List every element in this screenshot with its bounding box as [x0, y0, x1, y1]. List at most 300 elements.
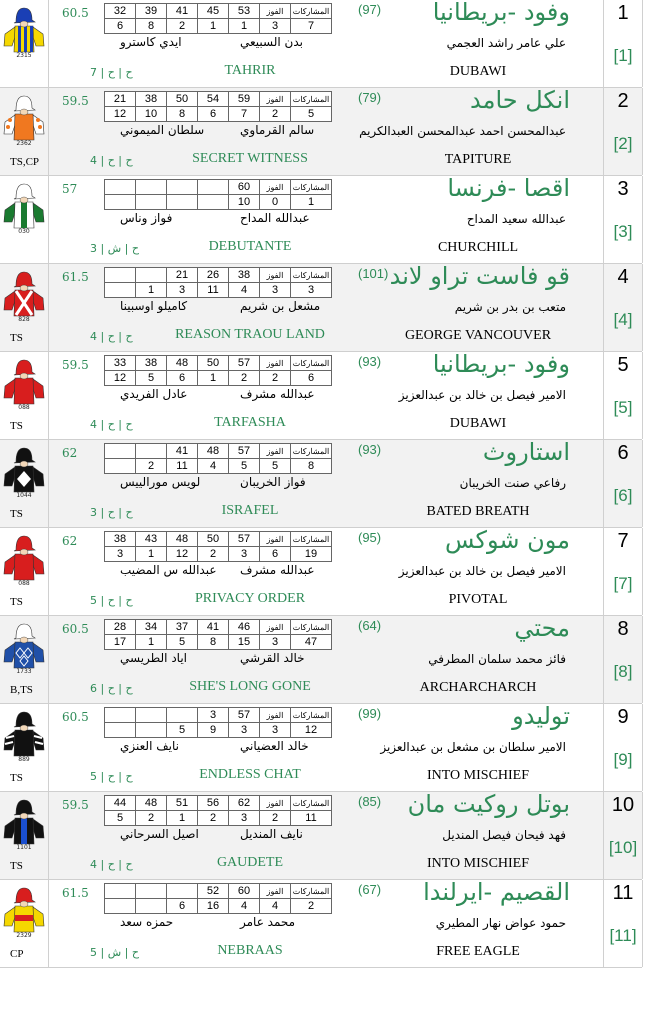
place-cell: 3	[229, 547, 260, 562]
owner-name[interactable]: عبدالله سعيد المداح	[466, 212, 566, 226]
weight: 59.5	[62, 798, 89, 812]
rating-cell: 41	[198, 620, 229, 635]
runs-header: المشاركات	[291, 532, 332, 547]
horse-name[interactable]: بوتل روكيت مان	[407, 790, 570, 818]
horse-rating: (93)	[358, 442, 382, 457]
sire-name: PIVOTAL	[448, 592, 508, 607]
divider	[642, 704, 643, 791]
runs-count: 6	[291, 371, 332, 386]
silk-number: 889	[18, 756, 30, 763]
horse-name[interactable]: القصيم -ايرلندا	[423, 878, 570, 906]
performance-table	[104, 531, 332, 562]
runs-count: 2	[291, 899, 332, 914]
sire-name: INTO MISCHIEF	[426, 768, 530, 783]
divider	[48, 440, 49, 527]
runner-number: 11	[612, 882, 634, 904]
owner-name[interactable]: فائز محمد سلمان المطرفي	[428, 652, 566, 666]
wins-header: الفوز	[260, 444, 291, 459]
runner-row	[0, 616, 642, 704]
runner-row	[0, 440, 642, 528]
rating-cell: 38	[105, 532, 136, 547]
place-cell: 6	[167, 371, 198, 386]
runner-row	[0, 352, 642, 440]
divider	[48, 264, 49, 351]
place-cell: 3	[105, 547, 136, 562]
owner-name[interactable]: علي عامر راشد العجمي	[446, 36, 566, 50]
silk-number: 088	[18, 404, 30, 411]
trainer-name[interactable]: نايف العنزي	[120, 739, 179, 753]
place-cell: 2	[167, 19, 198, 34]
dam-name: ISRAFEL	[221, 503, 279, 518]
trainer-name[interactable]: كاميلو اوسبينا	[120, 299, 188, 313]
place-cell: 1	[167, 811, 198, 826]
draw-number: [8]	[613, 662, 633, 681]
rating-cell: 48	[198, 444, 229, 459]
rating-cell: 48	[136, 796, 167, 811]
rating-cell	[136, 444, 167, 459]
rating-cell	[136, 884, 167, 899]
rating-cell: 37	[167, 620, 198, 635]
divider	[48, 880, 49, 967]
rating-cell: 50	[198, 532, 229, 547]
wins-count: 3	[260, 723, 291, 738]
trainer-name[interactable]: فواز وناس	[120, 211, 173, 225]
runner-row	[0, 176, 642, 264]
horse-rating: (67)	[358, 882, 382, 897]
trainer-name[interactable]: عبدالله س المضيب	[120, 563, 217, 577]
rating-cell: 32	[105, 4, 136, 19]
horse-name[interactable]: اقصا -فرنسا	[447, 174, 570, 202]
divider	[48, 704, 49, 791]
place-cell: 8	[198, 635, 229, 650]
performance-table	[104, 179, 332, 210]
place-cell	[136, 723, 167, 738]
rating-cell: 33	[105, 356, 136, 371]
place-cell	[136, 899, 167, 914]
wins-count: 6	[260, 547, 291, 562]
dam-name: ENDLESS CHAT	[199, 767, 301, 782]
runner-row	[0, 88, 642, 176]
place-cell: 4	[229, 899, 260, 914]
dam-name: TARFASHA	[214, 415, 286, 430]
runner-number: 2	[617, 90, 629, 112]
runner-number: 4	[617, 266, 629, 288]
rating-cell: 44	[105, 796, 136, 811]
runs-count: 7	[291, 19, 332, 34]
place-cell: 4	[229, 283, 260, 298]
place-cell: 10	[136, 107, 167, 122]
rating-cell: 3	[198, 708, 229, 723]
sire-name: ARCHARCHARCH	[419, 680, 537, 695]
wins-count: 2	[260, 371, 291, 386]
weight: 61.5	[62, 270, 89, 284]
place-cell: 17	[105, 635, 136, 650]
horse-rating: (79)	[358, 90, 382, 105]
owner-name[interactable]: الامير سلطان بن مشعل بن عبدالعزيز	[380, 740, 566, 754]
rating-cell	[105, 268, 136, 283]
place-cell: 2	[136, 811, 167, 826]
place-cell: 15	[229, 635, 260, 650]
dam-name: REASON TRAOU LAND	[175, 327, 325, 342]
place-cell: 6	[198, 107, 229, 122]
divider	[642, 0, 643, 87]
divider	[48, 88, 49, 175]
weight: 57	[62, 182, 78, 196]
sire-name: CHURCHILL	[437, 240, 519, 255]
silk-number: 1044	[16, 492, 32, 499]
trainer-name[interactable]: سلطان الميموني	[120, 123, 205, 137]
horse-name[interactable]: قو فاست تراو لاند	[389, 262, 570, 290]
runner-number: 8	[617, 618, 629, 640]
divider	[642, 792, 643, 879]
draw-number: [10]	[608, 838, 638, 857]
divider	[48, 0, 49, 87]
place-cell	[105, 283, 136, 298]
performance-table	[104, 795, 332, 826]
dam-name: PRIVACY ORDER	[194, 591, 306, 606]
rating-cell: 62	[229, 796, 260, 811]
runner-row	[0, 792, 642, 880]
divider	[48, 792, 49, 879]
divider	[48, 528, 49, 615]
divider	[48, 352, 49, 439]
place-cell: 1	[198, 19, 229, 34]
equipment-code: TS	[10, 772, 23, 784]
place-cell: 12	[105, 107, 136, 122]
place-cell: 1	[136, 635, 167, 650]
sex-age-flags: ح | ش | 3	[90, 242, 139, 255]
sire-name: DUBAWI	[449, 64, 507, 79]
place-cell: 2	[136, 459, 167, 474]
dam-name: DEBUTANTE	[208, 239, 292, 254]
wins-header: الفوز	[260, 532, 291, 547]
weight: 60.5	[62, 6, 89, 20]
rating-cell: 51	[167, 796, 198, 811]
rating-cell: 60	[229, 884, 260, 899]
wins-count: 2	[260, 811, 291, 826]
wins-header: الفوز	[260, 180, 291, 195]
horse-name[interactable]: استاروث	[482, 438, 570, 466]
wins-count: 2	[260, 107, 291, 122]
rating-cell	[167, 884, 198, 899]
wins-header: الفوز	[260, 356, 291, 371]
dam-name: TAHRIR	[224, 63, 276, 78]
draw-number: [3]	[613, 222, 633, 241]
performance-table	[104, 91, 332, 122]
sex-age-flags: ح | ح | 5	[90, 770, 133, 783]
owner-name[interactable]: عبدالمحسن احمد عبدالمحسن العبدالكريم	[359, 124, 566, 138]
rating-cell: 43	[136, 532, 167, 547]
runner-row	[0, 880, 642, 968]
runner-row	[0, 528, 642, 616]
rating-cell: 57	[229, 356, 260, 371]
jockey-name[interactable]: سالم القرماوي	[240, 123, 315, 137]
weight: 61.5	[62, 886, 89, 900]
place-cell: 5	[105, 811, 136, 826]
rating-cell: 46	[229, 620, 260, 635]
sex-age-flags: ح | ح | 3	[90, 506, 133, 519]
place-cell: 3	[167, 283, 198, 298]
runner-number: 7	[617, 530, 629, 552]
place-cell: 1	[229, 19, 260, 34]
runs-count: 12	[291, 723, 332, 738]
runner-row	[0, 0, 642, 88]
place-cell	[105, 723, 136, 738]
wins-header: الفوز	[260, 268, 291, 283]
sire-name: FREE EAGLE	[436, 944, 520, 959]
runs-count: 1	[291, 195, 332, 210]
rating-cell	[136, 180, 167, 195]
horse-name[interactable]: انكل حامد	[469, 86, 570, 114]
sex-age-flags: ح | ح | 5	[90, 594, 133, 607]
place-cell: 3	[229, 723, 260, 738]
rating-cell: 60	[229, 180, 260, 195]
runs-count: 47	[291, 635, 332, 650]
place-cell: 5	[167, 723, 198, 738]
horse-name[interactable]: وفود -بريطانيا	[432, 350, 570, 378]
draw-number: [4]	[613, 310, 633, 329]
place-cell: 1	[136, 547, 167, 562]
place-cell: 4	[198, 459, 229, 474]
rating-cell	[167, 180, 198, 195]
jockey-name[interactable]: خالد القرشي	[240, 651, 305, 665]
rating-cell: 45	[198, 4, 229, 19]
sex-age-flags: ح | ح | 4	[90, 858, 133, 871]
jockey-name[interactable]: عبدالله مشرف	[240, 387, 315, 401]
silk-number: 2362	[16, 140, 32, 147]
place-cell: 5	[229, 459, 260, 474]
rating-cell: 38	[136, 356, 167, 371]
owner-name[interactable]: رفاعي صنت الخريبان	[459, 476, 566, 490]
performance-table	[104, 267, 332, 298]
rating-cell: 48	[167, 356, 198, 371]
runner-number: 1	[617, 2, 629, 24]
horse-rating: (95)	[358, 530, 382, 545]
runner-number: 6	[617, 442, 629, 464]
horse-rating: (93)	[358, 354, 382, 369]
rating-cell: 53	[229, 4, 260, 19]
jockey-name[interactable]: عبدالله مشرف	[240, 563, 315, 577]
silk-number: 2315	[16, 52, 32, 59]
jockey-name[interactable]: مشعل بن شريم	[240, 299, 321, 313]
equipment-code: TS	[10, 596, 23, 608]
weight: 59.5	[62, 94, 89, 108]
weight: 59.5	[62, 358, 89, 372]
place-cell: 1	[136, 283, 167, 298]
rating-cell	[167, 708, 198, 723]
rating-cell: 57	[229, 532, 260, 547]
runs-header: المشاركات	[291, 92, 332, 107]
divider	[642, 880, 643, 967]
equipment-code: B,TS	[10, 684, 33, 696]
place-cell	[105, 899, 136, 914]
runner-number: 9	[617, 706, 629, 728]
place-cell: 11	[167, 459, 198, 474]
place-cell: 6	[105, 19, 136, 34]
rating-cell: 21	[105, 92, 136, 107]
wins-count: 3	[260, 635, 291, 650]
divider	[642, 176, 643, 263]
equipment-code: TS	[10, 860, 23, 872]
sex-age-flags: ح | ح | 4	[90, 418, 133, 431]
sire-name: TAPITURE	[444, 152, 512, 167]
sire-name: GEORGE VANCOUVER	[404, 328, 552, 343]
jockey-name[interactable]: فواز الخريبان	[240, 475, 306, 489]
draw-number: [2]	[613, 134, 633, 153]
rating-cell: 41	[167, 444, 198, 459]
runner-number: 3	[617, 178, 629, 200]
rating-cell: 21	[167, 268, 198, 283]
place-cell	[105, 195, 136, 210]
rating-cell	[198, 180, 229, 195]
sire-name: BATED BREATH	[426, 504, 530, 519]
sex-age-flags: ح | ح | 4	[90, 154, 133, 167]
dam-name: GAUDETE	[216, 855, 284, 870]
place-cell	[105, 459, 136, 474]
place-cell	[136, 195, 167, 210]
performance-table	[104, 355, 332, 386]
sire-name: INTO MISCHIEF	[426, 856, 530, 871]
place-cell: 3	[229, 811, 260, 826]
runner-row	[0, 704, 642, 792]
divider	[48, 176, 49, 263]
trainer-name[interactable]: ايدي كاسترو	[120, 35, 182, 49]
place-cell: 8	[136, 19, 167, 34]
wins-count: 0	[260, 195, 291, 210]
rating-cell: 28	[105, 620, 136, 635]
wins-count: 3	[260, 19, 291, 34]
sex-age-flags: ح | ح | 7	[90, 66, 133, 79]
divider	[642, 352, 643, 439]
place-cell: 12	[167, 547, 198, 562]
divider	[642, 264, 643, 351]
silk-number: 030	[18, 228, 30, 235]
performance-table	[104, 619, 332, 650]
sex-age-flags: ح | ح | 4	[90, 330, 133, 343]
runs-count: 19	[291, 547, 332, 562]
draw-number: [5]	[613, 398, 633, 417]
place-cell: 2	[198, 547, 229, 562]
runs-header: المشاركات	[291, 796, 332, 811]
dam-name: NEBRAAS	[217, 943, 283, 958]
rating-cell: 57	[229, 708, 260, 723]
place-cell: 2	[198, 811, 229, 826]
performance-table	[104, 3, 332, 34]
horse-rating: (97)	[358, 2, 382, 17]
divider	[642, 440, 643, 527]
rating-cell: 34	[136, 620, 167, 635]
performance-table	[104, 883, 332, 914]
performance-table	[104, 443, 332, 474]
rating-cell: 38	[229, 268, 260, 283]
owner-name[interactable]: متعب بن بدر بن شريم	[454, 300, 566, 314]
place-cell	[167, 195, 198, 210]
rating-cell: 54	[198, 92, 229, 107]
runner-number: 5	[617, 354, 629, 376]
horse-rating: (99)	[358, 706, 382, 721]
wins-header: الفوز	[260, 796, 291, 811]
wins-header: الفوز	[260, 884, 291, 899]
dam-name: SECRET WITNESS	[192, 151, 308, 166]
wins-header: الفوز	[260, 4, 291, 19]
place-cell: 7	[229, 107, 260, 122]
rating-cell: 26	[198, 268, 229, 283]
owner-name[interactable]: حمود عواض نهار المطيري	[435, 916, 566, 930]
horse-rating: (101)	[358, 266, 389, 281]
silk-number: 2329	[16, 932, 32, 939]
jockey-name[interactable]: عبدالله المداح	[240, 211, 310, 225]
wins-count: 4	[260, 899, 291, 914]
draw-number: [11]	[609, 926, 637, 945]
sire-name: DUBAWI	[449, 416, 507, 431]
runs-count: 3	[291, 283, 332, 298]
trainer-name[interactable]: حمزه سعد	[120, 915, 174, 929]
jockey-name[interactable]: بدن السبيعي	[240, 35, 303, 49]
jockey-name[interactable]: نايف المنديل	[240, 827, 303, 841]
wins-header: الفوز	[260, 92, 291, 107]
rating-cell: 50	[167, 92, 198, 107]
silk-number: 1101	[16, 844, 32, 851]
trainer-name[interactable]: لويس مورالييس	[120, 475, 201, 489]
place-cell: 8	[167, 107, 198, 122]
owner-name[interactable]: فهد فيحان فيصل المنديل	[442, 828, 566, 842]
silk-number: 1733	[16, 668, 32, 675]
horse-name[interactable]: توليدو	[512, 702, 570, 730]
performance-table	[104, 707, 332, 738]
runs-header: المشاركات	[291, 180, 332, 195]
horse-name[interactable]: وفود -بريطانيا	[432, 0, 570, 26]
rating-cell	[105, 444, 136, 459]
sex-age-flags: ح | ش | 5	[90, 946, 139, 959]
jockey-name[interactable]: محمد عامر	[240, 915, 296, 929]
runs-header: المشاركات	[291, 4, 332, 19]
owner-name[interactable]: الامير فيصل بن خالد بن عبدالعزيز	[398, 564, 566, 578]
runs-header: المشاركات	[291, 356, 332, 371]
runs-header: المشاركات	[291, 444, 332, 459]
runner-row	[0, 264, 642, 352]
horse-name[interactable]: مون شوكس	[444, 526, 570, 554]
divider	[48, 616, 49, 703]
rating-cell	[136, 708, 167, 723]
divider	[642, 88, 643, 175]
rating-cell: 41	[167, 4, 198, 19]
place-cell: 12	[105, 371, 136, 386]
sex-age-flags: ح | ح | 6	[90, 682, 133, 695]
rating-cell: 50	[198, 356, 229, 371]
equipment-code: TS	[10, 332, 23, 344]
trainer-name[interactable]: اياد الطريسي	[120, 651, 187, 665]
horse-name[interactable]: محتي	[514, 614, 570, 642]
place-cell: 5	[167, 635, 198, 650]
place-cell: 2	[229, 371, 260, 386]
silk-number: 828	[18, 316, 30, 323]
trainer-name[interactable]: عادل الفريدي	[120, 387, 188, 401]
runner-number: 10	[611, 794, 635, 816]
runs-count: 5	[291, 107, 332, 122]
equipment-code: TS,CP	[10, 156, 40, 168]
trainer-name[interactable]: اصيل السرحاني	[120, 827, 199, 841]
owner-name[interactable]: الامير فيصل بن خالد بن عبدالعزيز	[398, 388, 566, 402]
rating-cell: 38	[136, 92, 167, 107]
equipment-code: TS	[10, 420, 23, 432]
silk-number: 088	[18, 580, 30, 587]
place-cell: 16	[198, 899, 229, 914]
divider	[642, 528, 643, 615]
place-cell: 1	[198, 371, 229, 386]
rating-cell	[105, 180, 136, 195]
horse-rating: (64)	[358, 618, 382, 633]
jockey-name[interactable]: خالد العضياني	[240, 739, 309, 753]
